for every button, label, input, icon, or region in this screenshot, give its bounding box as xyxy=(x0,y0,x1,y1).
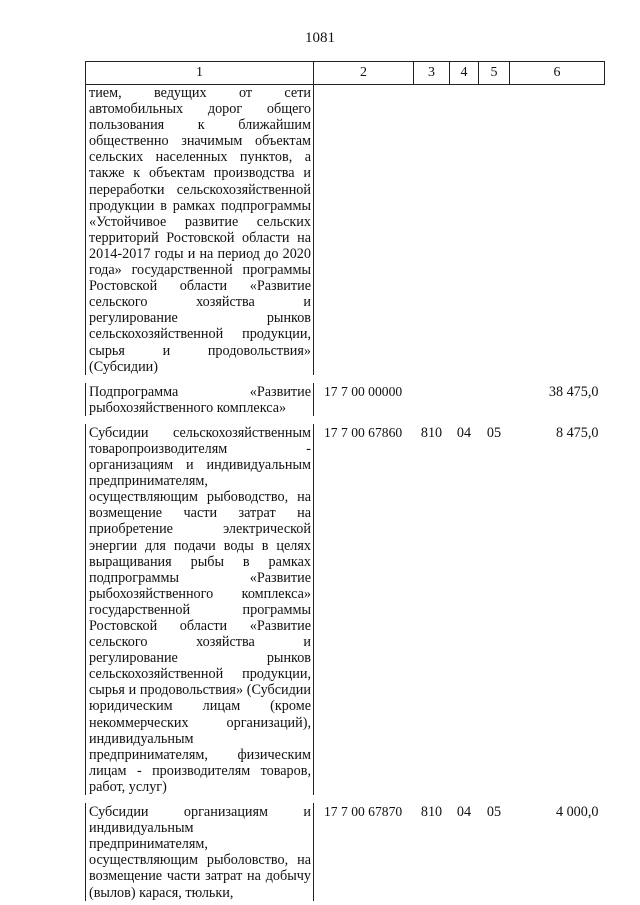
row-rz xyxy=(450,85,479,375)
row-name: Подпрограмма «Развитие рыбохозяйственного комплекса» xyxy=(86,383,314,416)
row-rz: 04 xyxy=(456,804,472,821)
table-row xyxy=(86,383,605,416)
row-vr: 810 xyxy=(420,804,443,821)
row-code xyxy=(314,85,414,375)
row-rz xyxy=(450,383,479,416)
row-name: Субсидии организациям и индивидуальным предпринимателям, осуществляющим рыболовство, на возмещение части затрат на добычу (вылов) карася, тюльки, xyxy=(86,803,314,901)
table-row xyxy=(86,803,605,901)
row-gap xyxy=(86,416,605,424)
row-sum xyxy=(510,85,605,375)
row-gap xyxy=(86,795,605,803)
row-pr: 05 xyxy=(486,424,502,441)
row-pr xyxy=(479,383,510,416)
row-code: 17 7 00 67870 xyxy=(324,804,403,820)
column-header-3: 3 xyxy=(414,62,450,85)
row-code: 17 7 00 00000 xyxy=(324,383,403,399)
column-header-4: 4 xyxy=(450,62,479,85)
row-sum: 8 475,0 xyxy=(555,424,599,441)
row-rz: 04 xyxy=(456,424,472,441)
page-number: 1081 xyxy=(305,30,335,46)
row-pr xyxy=(479,85,510,375)
row-name: тием, ведущих от сети автомобильных дорог общего пользования к ближайшим общественно значимым объектам сельских населенных пунктов, а также к объектам производства и переработки сельскохозяйственной продукции в рамках подпрограммы «Устойчивое развитие сельских территорий Ростовской области на 2014-2017 годы и на период до 2020 года» государственной программы Ростовской области «Развитие сельского хозяйства и регулирование рынков сельскохозяйственной продукции, сырья и продовольствия» (Субсидии) xyxy=(86,85,314,375)
table-row xyxy=(86,424,605,795)
row-name: Субсидии сельскохозяйственным товаропроизводителям - организациям и индивидуальным предпринимателям, осуществляющим рыбоводство, на возмещение части затрат на приобретение электрической энергии для подачи воды в целях выращивания рыбы в рамках подпрограммы «Развитие рыбохозяйственного комплекса» государственной программы Ростовской области «Развитие сельского хозяйства и регулирование рынков сельскохозяйственной продукции, сырья и продовольствия» (Субсидии юридическим лицам (кроме некоммерческих организаций), индивидуальным предпринимателям, физическим лицам - производителям товаров, работ, услуг) xyxy=(86,424,314,795)
row-sum: 38 475,0 xyxy=(548,383,599,400)
row-vr: 810 xyxy=(420,424,443,441)
column-header-2: 2 xyxy=(314,62,414,85)
budget-table xyxy=(85,61,605,901)
column-header-6: 6 xyxy=(510,62,605,85)
row-vr xyxy=(414,85,450,375)
row-sum: 4 000,0 xyxy=(555,804,599,821)
row-pr: 05 xyxy=(486,804,502,821)
row-vr xyxy=(414,383,450,416)
column-header-1: 1 xyxy=(86,62,314,85)
row-code: 17 7 00 67860 xyxy=(324,424,403,440)
column-header-5: 5 xyxy=(479,62,510,85)
table-header xyxy=(86,62,605,85)
table-row xyxy=(86,85,605,375)
row-gap xyxy=(86,375,605,383)
